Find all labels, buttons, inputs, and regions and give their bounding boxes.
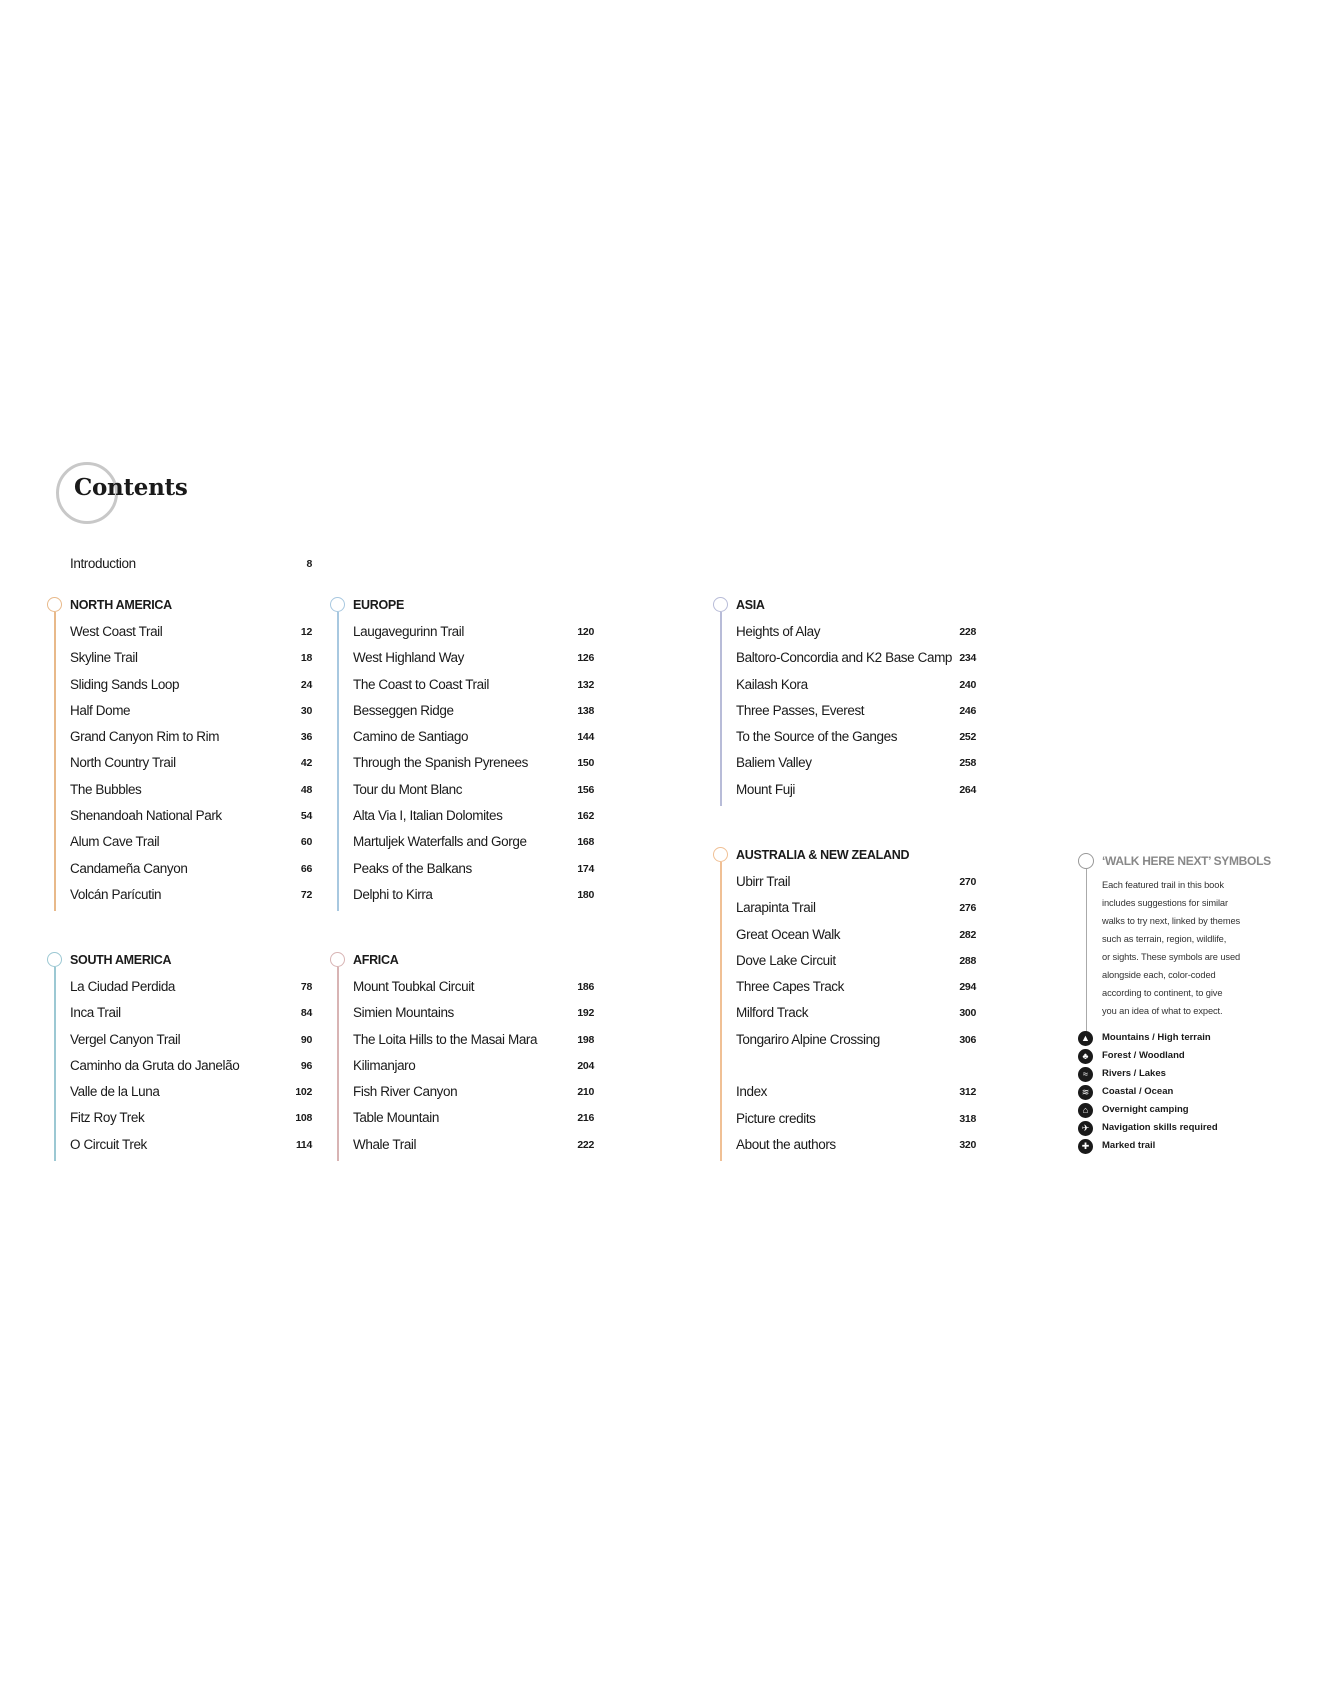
toc-entry[interactable] xyxy=(70,1110,312,1136)
entry-page: 264 xyxy=(959,783,976,796)
toc-entry[interactable] xyxy=(353,1005,594,1031)
symbols-description-line: walks to try next, linked by themes xyxy=(1102,916,1241,926)
entry-page: 276 xyxy=(959,902,976,915)
entry-page: 320 xyxy=(959,1138,976,1151)
toc-entry[interactable] xyxy=(736,677,976,703)
entry-label: West Highland Way xyxy=(353,650,464,666)
section-line xyxy=(54,967,56,1161)
toc-entry[interactable] xyxy=(353,808,594,834)
toc-entry-introduction[interactable] xyxy=(70,556,312,578)
toc-entry[interactable] xyxy=(736,1137,976,1163)
entry-label: Index xyxy=(736,1084,768,1100)
entry-page: 48 xyxy=(300,783,312,796)
entry-label: Tour du Mont Blanc xyxy=(353,781,463,797)
toc-spacer xyxy=(736,1058,976,1084)
entry-label: Alta Via I, Italian Dolomites xyxy=(353,808,503,824)
entry-label: Three Passes, Everest xyxy=(736,702,865,718)
section-entries xyxy=(70,624,312,913)
toc-entry[interactable] xyxy=(70,624,312,650)
entry-label: Vergel Canyon Trail xyxy=(70,1031,181,1047)
entry-page: 12 xyxy=(300,626,312,638)
toc-entry[interactable] xyxy=(736,953,976,979)
entry-label: The Coast to Coast Trail xyxy=(353,676,489,692)
entry-page: 66 xyxy=(300,862,312,875)
entry-label: Simien Mountains xyxy=(353,1005,454,1021)
toc-entry[interactable] xyxy=(70,861,312,887)
entry-label: Besseggen Ridge xyxy=(353,702,454,718)
entry-label: Baltoro-Concordia and K2 Base Camp xyxy=(736,650,953,666)
toc-entry[interactable] xyxy=(70,677,312,703)
entry-label: North Country Trail xyxy=(70,755,176,771)
entry-label: West Coast Trail xyxy=(70,624,163,639)
toc-entry[interactable] xyxy=(70,834,312,860)
entry-label: The Loita Hills to the Masai Mara xyxy=(353,1031,538,1047)
symbols-heading: ‘WALK HERE NEXT’ SYMBOLS xyxy=(1102,854,1271,868)
entry-label: Candameña Canyon xyxy=(70,860,188,876)
marked-trail-icon: ✚ xyxy=(1078,1139,1093,1154)
contents-title-block xyxy=(56,462,306,528)
symbols-description-line: you an idea of what to expect. xyxy=(1102,1006,1223,1016)
entry-page: 198 xyxy=(577,1033,594,1046)
entry-page: 246 xyxy=(959,704,976,717)
section-entries xyxy=(70,979,312,1163)
walk-here-next-symbols xyxy=(1081,854,1272,1174)
entry-label: Sliding Sands Loop xyxy=(70,676,180,692)
entry-label: Shenandoah National Park xyxy=(70,808,222,824)
toc-entry[interactable] xyxy=(70,650,312,676)
entry-page: 18 xyxy=(300,652,312,665)
section-entries xyxy=(353,979,594,1163)
entry-page: 138 xyxy=(577,704,594,717)
entry-label: Fitz Roy Trek xyxy=(70,1110,145,1126)
entry-label: To the Source of the Ganges xyxy=(736,729,898,745)
entry-page: 24 xyxy=(300,678,312,691)
toc-entry[interactable] xyxy=(70,1084,312,1110)
entry-label: Mount Toubkal Circuit xyxy=(353,979,475,994)
entry-label: Whale Trail xyxy=(353,1136,417,1152)
entry-label: Valle de la Luna xyxy=(70,1084,160,1100)
toc-entry[interactable] xyxy=(70,703,312,729)
camping-icon: ⌂ xyxy=(1078,1103,1093,1118)
forest-icon: ♣ xyxy=(1078,1049,1093,1064)
toc-entry[interactable] xyxy=(353,1110,594,1136)
legend-label: Marked trail xyxy=(1102,1140,1156,1151)
entry-label: Camino de Santiago xyxy=(353,729,469,745)
toc-entry[interactable] xyxy=(70,1137,312,1163)
entry-label: Inca Trail xyxy=(70,1005,121,1021)
navigation-icon: ✈ xyxy=(1078,1121,1093,1136)
toc-entry[interactable] xyxy=(353,729,594,755)
entry-label: Picture credits xyxy=(736,1110,816,1126)
section-heading: AUSTRALIA & NEW ZEALAND xyxy=(736,848,910,862)
toc-entry[interactable] xyxy=(736,650,976,676)
legend-label: Coastal / Ocean xyxy=(1102,1086,1174,1097)
toc-entry[interactable] xyxy=(353,861,594,887)
toc-entry[interactable] xyxy=(70,1005,312,1031)
entry-label: Mount Fuji xyxy=(736,781,796,797)
toc-entry[interactable] xyxy=(70,729,312,755)
entry-label: Great Ocean Walk xyxy=(736,926,841,942)
coastal-icon: ≋ xyxy=(1078,1085,1093,1100)
page-title: Contents xyxy=(74,474,188,501)
entry-page: 234 xyxy=(959,652,976,665)
entry-page: 174 xyxy=(577,862,594,875)
entry-label: Fish River Canyon xyxy=(353,1084,458,1100)
toc-entry[interactable] xyxy=(353,887,594,913)
toc-entry[interactable] xyxy=(736,900,976,926)
entry-page: 258 xyxy=(959,757,976,770)
toc-entry[interactable] xyxy=(353,624,594,650)
legend-label: Rivers / Lakes xyxy=(1102,1068,1166,1079)
entry-label: Milford Track xyxy=(736,1005,809,1021)
toc-entry[interactable] xyxy=(353,1058,594,1084)
toc-entry[interactable] xyxy=(353,979,594,1005)
toc-entry[interactable] xyxy=(736,755,976,781)
section-entries xyxy=(353,624,594,913)
entry-page: 132 xyxy=(577,678,594,691)
toc-entry[interactable] xyxy=(70,1032,312,1058)
legend-label: Navigation skills required xyxy=(1102,1122,1218,1133)
entry-label: Introduction xyxy=(70,556,136,571)
section-ring-icon xyxy=(47,597,62,612)
entry-label: Through the Spanish Pyrenees xyxy=(353,755,528,771)
toc-entry[interactable] xyxy=(70,808,312,834)
symbols-line xyxy=(1086,869,1088,1039)
section-entries xyxy=(736,874,976,1163)
entry-page: 288 xyxy=(959,954,976,967)
entry-page: 42 xyxy=(300,757,312,770)
entry-page: 102 xyxy=(295,1086,312,1099)
section-ring-icon xyxy=(713,597,728,612)
toc-entry[interactable] xyxy=(736,874,976,900)
entry-label: Three Capes Track xyxy=(736,979,844,995)
entry-label: Caminho da Gruta do Janelão xyxy=(70,1057,240,1073)
entry-page: 54 xyxy=(300,810,312,823)
entry-label: Heights of Alay xyxy=(736,624,821,639)
entry-label: Alum Cave Trail xyxy=(70,834,160,850)
entry-label: Delphi to Kirra xyxy=(353,886,433,902)
section-line xyxy=(720,862,722,1161)
section-heading: SOUTH AMERICA xyxy=(70,953,172,967)
section-ring-icon xyxy=(330,952,345,967)
entry-label: La Ciudad Perdida xyxy=(70,979,176,994)
toc-entry[interactable] xyxy=(353,834,594,860)
entry-page: 162 xyxy=(577,810,594,823)
entry-label: Martuljek Waterfalls and Gorge xyxy=(353,834,527,850)
toc-entry[interactable] xyxy=(353,782,594,808)
entry-page: 36 xyxy=(300,731,312,744)
entry-page: 270 xyxy=(959,876,976,888)
entry-label: Half Dome xyxy=(70,702,131,718)
toc-entry[interactable] xyxy=(353,1137,594,1163)
section-ring-icon xyxy=(330,597,345,612)
entry-label: The Bubbles xyxy=(70,781,142,797)
toc-entry[interactable] xyxy=(736,979,976,1005)
toc-entry[interactable] xyxy=(736,1084,976,1110)
entry-page: 126 xyxy=(577,652,594,665)
section-entries xyxy=(736,624,976,808)
entry-page: 72 xyxy=(300,888,312,901)
section-line xyxy=(337,612,339,911)
section-heading: EUROPE xyxy=(353,598,404,612)
entry-label: Baliem Valley xyxy=(736,755,812,771)
toc-entry[interactable] xyxy=(736,782,976,808)
entry-label: Kailash Kora xyxy=(736,676,808,692)
toc-entry[interactable] xyxy=(736,927,976,953)
legend-label: Overnight camping xyxy=(1102,1104,1189,1115)
symbols-description-line: or sights. These symbols are used xyxy=(1102,952,1241,962)
toc-entry[interactable] xyxy=(70,782,312,808)
entry-page: 300 xyxy=(959,1007,976,1020)
entry-page: 252 xyxy=(959,731,976,744)
entry-label: Laugavegurinn Trail xyxy=(353,624,464,639)
toc-entry[interactable] xyxy=(353,755,594,781)
toc-entry[interactable] xyxy=(353,703,594,729)
entry-page: 282 xyxy=(959,928,976,941)
entry-label: Kilimanjaro xyxy=(353,1057,416,1073)
entry-label: Skyline Trail xyxy=(70,650,138,666)
entry-page: 192 xyxy=(577,1007,594,1020)
symbols-description-line: such as terrain, region, wildlife, xyxy=(1102,934,1227,944)
toc-entry[interactable] xyxy=(736,624,976,650)
entry-page: 240 xyxy=(959,678,976,691)
entry-page: 120 xyxy=(577,626,594,638)
entry-label: Larapinta Trail xyxy=(736,900,816,916)
symbols-description-line: Each featured trail in this book xyxy=(1102,880,1224,890)
toc-entry[interactable] xyxy=(70,755,312,781)
entry-page: 156 xyxy=(577,783,594,796)
toc-entry[interactable] xyxy=(70,887,312,913)
toc-entry[interactable] xyxy=(736,1111,976,1137)
symbols-ring-icon xyxy=(1078,853,1094,869)
entry-page: 150 xyxy=(577,757,594,770)
entry-page: 96 xyxy=(300,1059,312,1072)
symbols-description xyxy=(1102,876,1272,1020)
entry-page: 114 xyxy=(295,1138,312,1151)
entry-page: 216 xyxy=(577,1112,594,1125)
legend-label: Mountains / High terrain xyxy=(1102,1032,1211,1043)
toc-entry[interactable] xyxy=(736,703,976,729)
entry-page: 210 xyxy=(577,1086,594,1099)
entry-page: 294 xyxy=(959,981,976,994)
entry-label: Table Mountain xyxy=(353,1110,439,1126)
toc-entry[interactable] xyxy=(736,1005,976,1031)
section-line xyxy=(54,612,56,911)
legend-label: Forest / Woodland xyxy=(1102,1050,1185,1061)
toc-entry[interactable] xyxy=(353,677,594,703)
section-heading: NORTH AMERICA xyxy=(70,598,172,612)
entry-page: 186 xyxy=(577,981,594,993)
toc-entry[interactable] xyxy=(353,650,594,676)
entry-page: 312 xyxy=(959,1086,976,1099)
toc-entry[interactable] xyxy=(70,1058,312,1084)
section-heading: ASIA xyxy=(736,598,765,612)
section-line xyxy=(720,612,722,806)
entry-page: 84 xyxy=(300,1007,312,1020)
entry-page: 8 xyxy=(306,558,312,570)
symbols-description-line: includes suggestions for similar xyxy=(1102,898,1228,908)
toc-entry[interactable] xyxy=(353,1032,594,1058)
entry-label: Volcán Parícutin xyxy=(70,886,162,902)
entry-page: 90 xyxy=(300,1033,312,1046)
entry-label: Ubirr Trail xyxy=(736,874,791,889)
entry-page: 222 xyxy=(577,1138,594,1151)
entry-label: Grand Canyon Rim to Rim xyxy=(70,729,220,745)
entry-label: Tongariro Alpine Crossing xyxy=(736,1031,880,1047)
entry-label: About the authors xyxy=(736,1136,836,1152)
section-ring-icon xyxy=(47,952,62,967)
mountains-icon: ▲ xyxy=(1078,1031,1093,1046)
rivers-icon: ≈ xyxy=(1078,1067,1093,1082)
entry-label: Peaks of the Balkans xyxy=(353,860,472,876)
entry-page: 306 xyxy=(959,1033,976,1046)
section-ring-icon xyxy=(713,847,728,862)
entry-page: 108 xyxy=(295,1112,312,1125)
section-line xyxy=(337,967,339,1161)
entry-page: 144 xyxy=(577,731,594,744)
toc-entry[interactable] xyxy=(70,979,312,1005)
entry-page: 228 xyxy=(959,626,976,638)
entry-label: Dove Lake Circuit xyxy=(736,952,836,968)
entry-page: 168 xyxy=(577,836,594,849)
entry-page: 318 xyxy=(959,1112,976,1125)
toc-entry[interactable] xyxy=(736,1032,976,1058)
entry-page: 60 xyxy=(300,836,312,849)
entry-page: 78 xyxy=(300,981,312,993)
toc-entry[interactable] xyxy=(353,1084,594,1110)
toc-entry[interactable] xyxy=(736,729,976,755)
symbols-description-line: according to continent, to give xyxy=(1102,988,1223,998)
entry-page: 30 xyxy=(300,704,312,717)
entry-label: O Circuit Trek xyxy=(70,1136,147,1152)
symbols-description-line: alongside each, color-coded xyxy=(1102,970,1216,980)
section-heading: AFRICA xyxy=(353,953,399,967)
entry-page: 180 xyxy=(577,888,594,901)
entry-page: 204 xyxy=(577,1059,594,1072)
